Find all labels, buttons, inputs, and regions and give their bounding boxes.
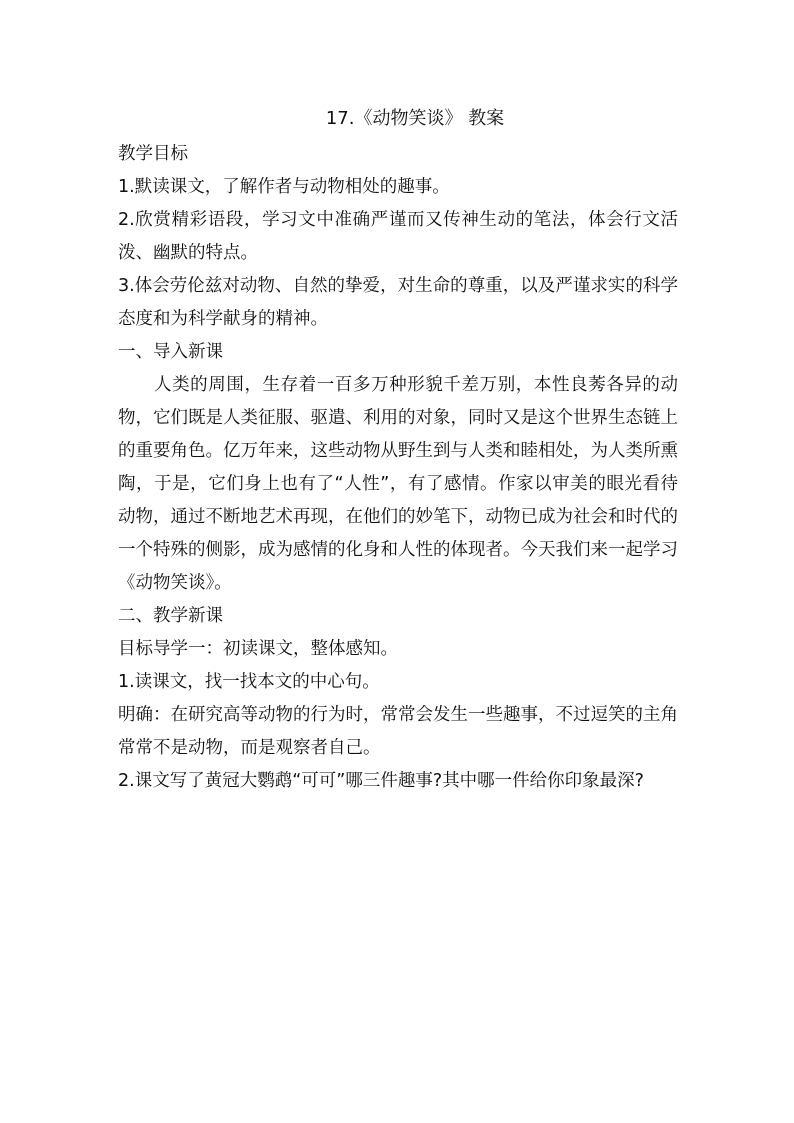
- section-heading-goals: 教学目标: [118, 144, 188, 164]
- learning-target-1: 目标导学一：初读课文，整体感知。: [118, 639, 398, 659]
- intro-paragraph: 人类的周围，生存着一百多万种形貌千差万别，本性良莠各异的动物，它们既是人类征服、驱遣、利用的对象，同时又是这个世界生态链上的重要角色。亿万年来，这些动物从野生到与人类和睦相处，为人类所熏陶，于是，它们身上也有了“人性”，有了感情。作家以审美的眼光看待动物，通过不断地艺术再现，在他们的妙笔下，动物已成为社会和时代的一个特殊的侧影，成为感情的化身和人性的体现者。今天我们来一起学习《动物笑谈》。: [118, 375, 678, 593]
- task-2: 2.课文写了黄冠大鹦鹉“可可”哪三件趣事?其中哪一件给你印象最深?: [118, 771, 644, 791]
- document-body: [118, 104, 678, 798]
- section-heading-new-lesson: 二、教学新课: [118, 606, 223, 626]
- document-title: 17.《动物笑谈》 教案: [325, 108, 505, 129]
- section-heading-intro: 一、导入新课: [118, 342, 223, 362]
- goal-2: 2.欣赏精彩语段，学习文中准确严谨而又传神生动的笔法，体会行文活泼、幽默的特点。: [118, 210, 678, 263]
- goal-1: 1.默读课文，了解作者与动物相处的趣事。: [118, 177, 450, 197]
- goal-3: 3.体会劳伦兹对动物、自然的挚爱，对生命的尊重，以及严谨求实的科学态度和为科学献身的精神。: [118, 276, 678, 329]
- task-1: 1.读课文，找一找本文的中心句。: [118, 672, 380, 692]
- answer-1: 明确：在研究高等动物的行为时，常常会发生一些趣事，不过逗笑的主角常常不是动物，而是观察者自己。: [118, 705, 678, 758]
